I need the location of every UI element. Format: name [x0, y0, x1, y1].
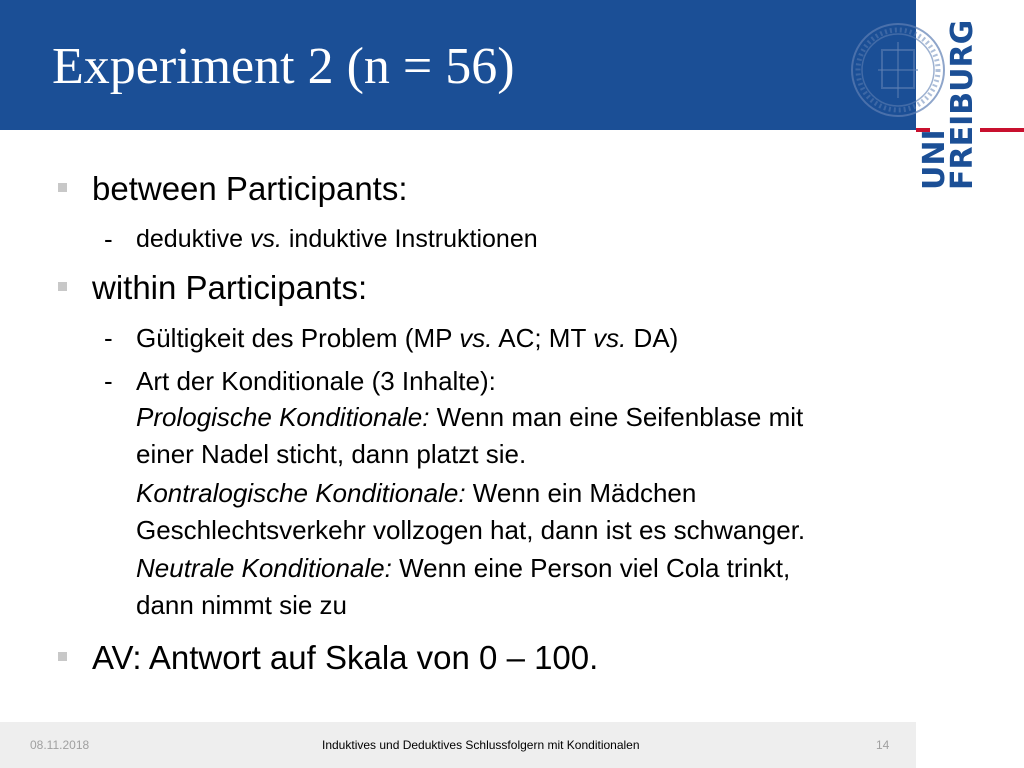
- bullet-dependent-variable: AV: Antwort auf Skala von 0 – 100.: [92, 639, 599, 676]
- slide-footer: [0, 722, 916, 768]
- bullet-within-participants: within Participants:: [92, 269, 368, 306]
- slide-title: Experiment 2 (n = 56): [52, 38, 515, 95]
- dash-marker: -: [104, 366, 113, 396]
- contralogic-line-cont: Geschlechtsverkehr vollzogen hat, dann ist es schwanger.: [136, 515, 806, 545]
- bullet-marker: [58, 282, 67, 291]
- uni-freiburg-logo: [916, 0, 1024, 200]
- neutral-line: Neutrale Konditionale: Wenn eine Person viel Cola trinkt,: [136, 553, 791, 583]
- footer-date: 08.11.2018: [30, 738, 90, 752]
- page-number: 14: [876, 738, 890, 752]
- prologic-line: Prologische Konditionale: Wenn man eine Seifenblase mit: [136, 402, 804, 432]
- contralogic-line: Kontralogische Konditionale: Wenn ein Mädchen: [136, 478, 697, 508]
- dash-marker: -: [104, 323, 113, 353]
- bullet-marker: [58, 652, 67, 661]
- sub-conditional-types-heading: Art der Konditionale (3 Inhalte):: [136, 366, 496, 396]
- prologic-line-cont: einer Nadel sticht, dann platzt sie.: [136, 439, 527, 469]
- neutral-line-cont: dann nimmt sie zu: [136, 590, 347, 620]
- footer-title: Induktives und Deduktives Schlussfolgern mit Konditionalen: [322, 738, 640, 752]
- sub-instructions: deduktive vs. induktive Instruktionen: [136, 225, 538, 253]
- svg-text:UNI: UNI: [917, 129, 952, 190]
- svg-text:FREIBURG: FREIBURG: [945, 19, 980, 190]
- bullet-marker: [58, 183, 67, 192]
- bullet-between-participants: between Participants:: [92, 170, 408, 207]
- dash-marker: -: [104, 224, 113, 254]
- sub-validity: Gültigkeit des Problem (MP vs. AC; MT vs. DA): [136, 323, 679, 353]
